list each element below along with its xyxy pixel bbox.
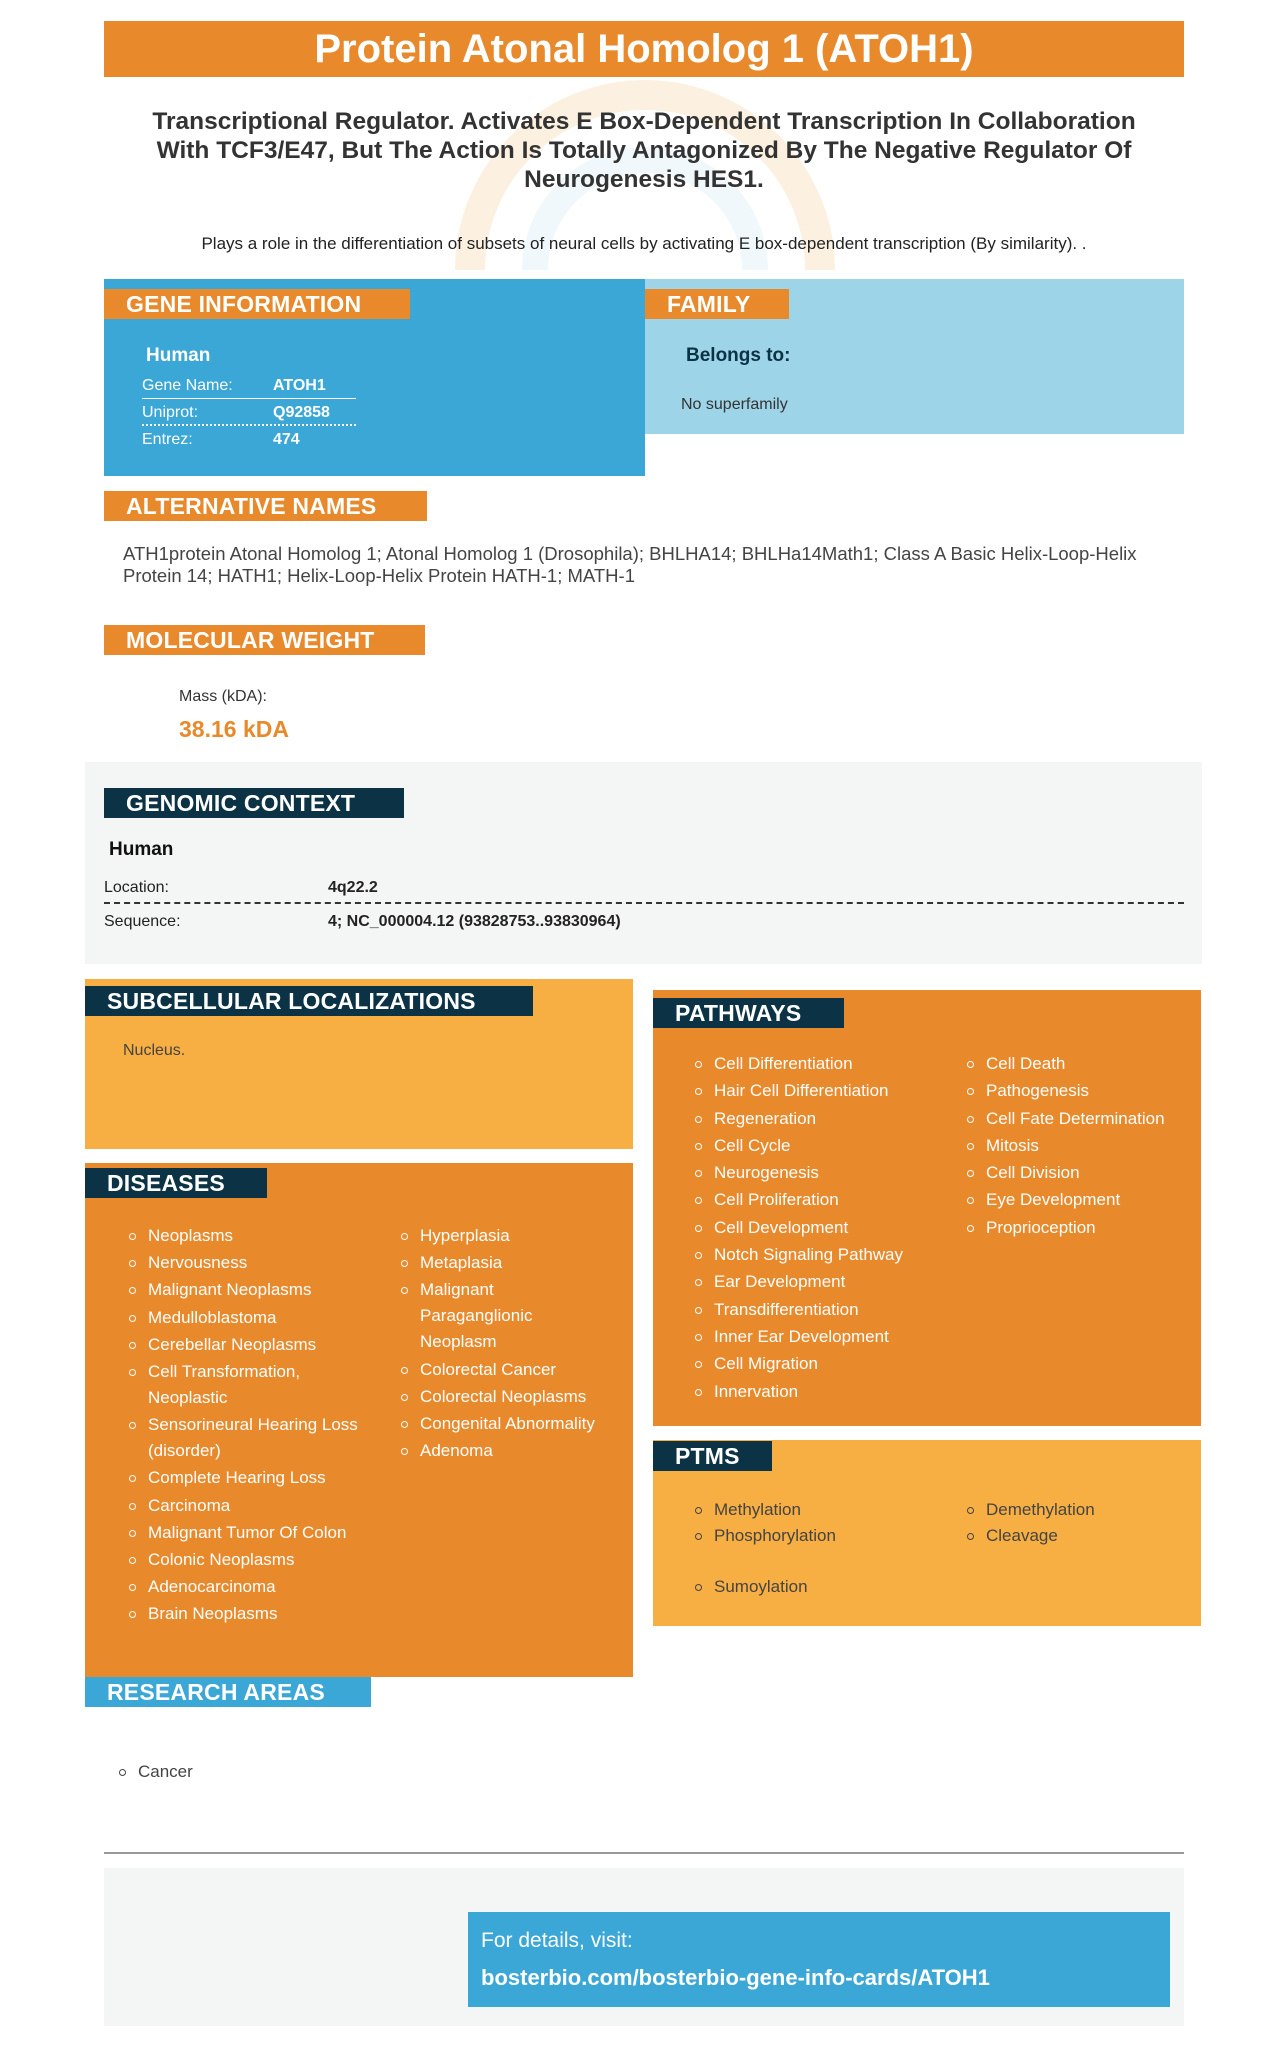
list-item: Adenocarcinoma: [128, 1574, 358, 1600]
details-label: For details, visit:: [481, 1929, 633, 1952]
gene-information-heading: GENE INFORMATION: [104, 289, 410, 319]
list-item: Phosphorylation: [694, 1523, 944, 1549]
gene-name-row: [142, 372, 356, 399]
ptms-list-extra: [694, 1574, 944, 1600]
list-item: Transdifferentiation: [694, 1297, 954, 1323]
list-item: Colorectal Neoplasms: [400, 1384, 620, 1410]
list-item: Cell Proliferation: [694, 1187, 954, 1213]
alternative-names-heading: ALTERNATIVE NAMES: [104, 491, 427, 521]
list-item: Cell Cycle: [694, 1133, 954, 1159]
details-link[interactable]: bosterbio.com/bosterbio-gene-info-cards/ATOH1: [481, 1965, 990, 1990]
list-item: Cell Transformation, Neoplastic: [128, 1359, 358, 1411]
gene-name-value: ATOH1: [273, 377, 326, 394]
ptms-list-col2: [966, 1497, 1186, 1549]
list-item: Cell Differentiation: [694, 1051, 954, 1077]
diseases-list-col2: [400, 1223, 620, 1465]
gene-info-species: Human: [146, 345, 211, 366]
location-label: Location:: [104, 879, 169, 896]
list-item: Cerebellar Neoplasms: [128, 1332, 358, 1358]
list-item: Carcinoma: [128, 1493, 358, 1519]
list-item: Brain Neoplasms: [128, 1601, 358, 1627]
subcellular-heading: SUBCELLULAR LOCALIZATIONS: [85, 986, 533, 1016]
location-row: [104, 871, 1184, 904]
list-item: Complete Hearing Loss: [128, 1465, 358, 1491]
footer-divider: [104, 1852, 1184, 1854]
sequence-label: Sequence:: [104, 913, 181, 930]
mass-value: 38.16 kDA: [179, 716, 289, 742]
list-item: Congenital Abnormality: [400, 1411, 620, 1437]
list-item: Colorectal Cancer: [400, 1357, 620, 1383]
list-item: Innervation: [694, 1379, 954, 1405]
subtitle: Transcriptional Regulator. Activates E Box-Dependent Transcription In Collaboration With TCF3/E47, But The Action Is Totally Antagonized By The Negative Regulator Of Neurogenesis HES1.: [152, 108, 1136, 193]
sequence-row: [104, 905, 1184, 938]
family-belongs-label: Belongs to:: [686, 345, 791, 366]
list-item: Notch Signaling Pathway: [694, 1242, 954, 1268]
list-item: Metaplasia: [400, 1250, 620, 1276]
list-item: Cell Division: [966, 1160, 1191, 1186]
family-value: No superfamily: [681, 396, 788, 413]
entrez-label: Entrez:: [142, 431, 193, 448]
molecular-weight-heading: MOLECULAR WEIGHT: [104, 625, 425, 655]
mass-label: Mass (kDA):: [179, 688, 267, 705]
location-value: 4q22.2: [328, 879, 378, 896]
list-item: Malignant Paraganglionic Neoplasm: [400, 1277, 540, 1355]
sequence-value: 4; NC_000004.12 (93828753..93830964): [328, 913, 621, 930]
list-item: Sumoylation: [694, 1574, 944, 1600]
list-item: Sensorineural Hearing Loss (disorder): [128, 1412, 358, 1464]
list-item: Ear Development: [694, 1269, 954, 1295]
diseases-list-col1: [128, 1223, 358, 1628]
list-item: Cell Migration: [694, 1351, 954, 1377]
pathways-list-col1: [694, 1051, 954, 1406]
summary-text: Plays a role in the differentiation of subsets of neural cells by activating E box-dependent transcription (By similarity). .: [201, 234, 1087, 253]
subcellular-text: Nucleus.: [123, 1042, 186, 1059]
list-item: Eye Development: [966, 1187, 1191, 1213]
list-item: Cleavage: [966, 1523, 1186, 1549]
list-item: Cell Death: [966, 1051, 1191, 1077]
uniprot-value: Q92858: [273, 404, 330, 421]
gene-name-label: Gene Name:: [142, 377, 233, 394]
page-title: Protein Atonal Homolog 1 (ATOH1): [314, 26, 974, 71]
list-item: Proprioception: [966, 1215, 1191, 1241]
pathways-list-col2: [966, 1051, 1191, 1242]
list-item: Hyperplasia: [400, 1223, 620, 1249]
entrez-value: 474: [273, 431, 300, 448]
alternative-names-text: ATH1protein Atonal Homolog 1; Atonal Homolog 1 (Drosophila); BHLHA14; BHLHa14Math1; Class A Basic Helix-Loop-Helix Protein 14; HATH1; Helix-Loop-Helix Protein HATH-1; MATH-1: [123, 543, 1137, 586]
list-item: Cell Fate Determination: [966, 1106, 1191, 1132]
list-item: Adenoma: [400, 1438, 620, 1464]
list-item: Medulloblastoma: [128, 1305, 358, 1331]
entrez-row: [142, 426, 356, 453]
list-item: Regeneration: [694, 1106, 954, 1132]
diseases-heading: DISEASES: [85, 1168, 267, 1198]
list-item: Mitosis: [966, 1133, 1191, 1159]
list-item: Pathogenesis: [966, 1078, 1191, 1104]
list-item: Malignant Neoplasms: [128, 1277, 358, 1303]
list-item: Cell Development: [694, 1215, 954, 1241]
list-item: Demethylation: [966, 1497, 1186, 1523]
list-item: Colonic Neoplasms: [128, 1547, 358, 1573]
ptms-list-col1: [694, 1497, 944, 1549]
details-link-box[interactable]: [468, 1912, 1170, 2007]
research-areas-heading: RESEARCH AREAS: [85, 1677, 371, 1707]
pathways-heading: PATHWAYS: [653, 998, 844, 1028]
list-item: Methylation: [694, 1497, 944, 1523]
list-item: Neurogenesis: [694, 1160, 954, 1186]
research-areas-list: [118, 1759, 193, 1785]
uniprot-label: Uniprot:: [142, 404, 199, 421]
genomic-species: Human: [109, 839, 174, 860]
uniprot-row: [142, 399, 356, 426]
title-banner: [104, 21, 1184, 77]
list-item: Nervousness: [128, 1250, 358, 1276]
list-item: Malignant Tumor Of Colon: [128, 1520, 358, 1546]
genomic-context-heading: GENOMIC CONTEXT: [104, 788, 404, 818]
list-item: Inner Ear Development: [694, 1324, 954, 1350]
list-item: Hair Cell Differentiation: [694, 1078, 954, 1104]
list-item: Neoplasms: [128, 1223, 358, 1249]
family-heading: FAMILY: [645, 289, 789, 319]
list-item: Cancer: [118, 1759, 193, 1785]
ptms-heading: PTMS: [653, 1441, 772, 1471]
